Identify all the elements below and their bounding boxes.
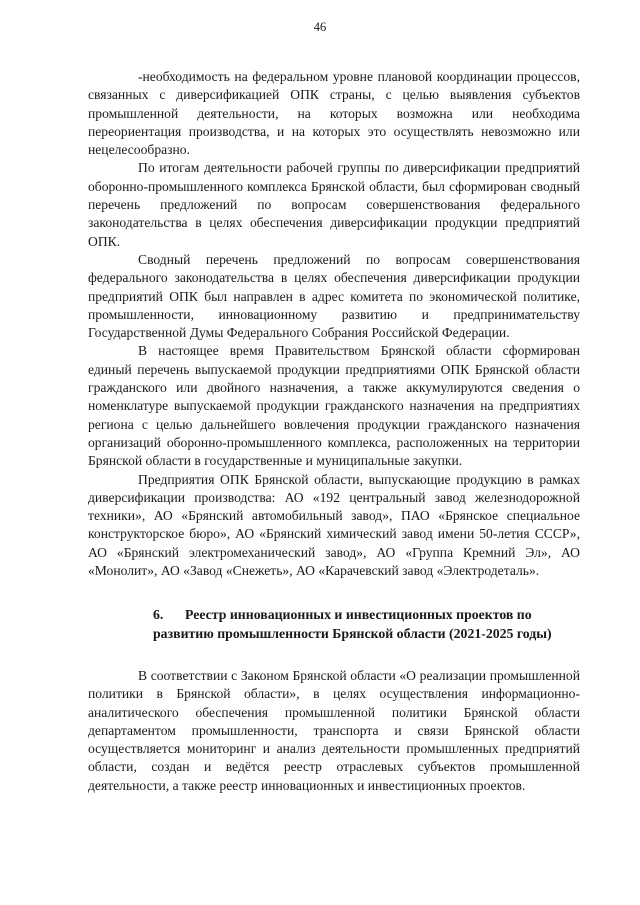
paragraph-summary-list: Сводный перечень предложений по вопросам совершенствования федерального законодательства в целях обеспечения диверсификации продукции предприятий ОПК был направлен в адрес комитета по экономической политике, промышленности, инновационному развитию и предпринимательству Государственной Думы Федерального Собрания Российской Федерации. <box>88 251 580 341</box>
paragraph-unified-list: В настоящее время Правительством Брянской области сформирован единый перечень выпускаемой продукции предприятиями ОПК Брянской области гражданского или двойного назначения, а также аккумулируются сведения о номенклатуре выпускаемой продукции гражданского назначения на предприятиях региона с целью дальнейшего вовлечения продукции гражданского назначения организаций оборонно-промышленного комплекса, расположенных на территории Брянской области в государственные и муниципальные закупки. <box>88 343 580 469</box>
page-number: 46 <box>313 20 327 34</box>
section-number: 6. <box>153 607 164 623</box>
paragraph-working-group: По итогам деятельности рабочей группы по диверсификации предприятий оборонно-промышленного комплекса Брянской области, был сформирован сводный перечень предложений по вопросам совершенствования федерального законодательства в целях обеспечения диверсификации продукции предприятий ОПК. <box>88 160 580 249</box>
section-heading <box>88 606 580 643</box>
paragraph-enterprises: Предприятия ОПК Брянской области, выпускающие продукцию в рамках диверсификации производства: АО «192 центральный завод железнодорожной техники», АО «Брянский автомобильный завод», ПАО «Брянское специальное конструкторское бюро», АО «Брянский химический завод имени 50-летия СССР», АО «Брянский электромеханический завод», АО «Группа Кремний Эл», АО «Монолит», АО «Завод «Снежеть», АО «Карачевский завод «Электродеталь». <box>88 471 580 579</box>
paragraph-registry: В соответствии с Законом Брянской области «О реализации промышленной политики в Брянской области», в целях осуществления информационно-аналитического обеспечения промышленной политики Брянской области департаментом промышленности, транспорта и связи Брянской области осуществляется мониторинг и анализ деятельности промышленных предприятий области, создан и ведётся реестр отраслевых субъектов промышленной деятельности, а также реестр инновационных и инвестиционных проектов. <box>88 667 580 793</box>
document-body <box>88 68 580 795</box>
section-title-line1: Реестр инновационных и инвестиционных проектов по <box>185 607 532 623</box>
section-title-line2: развитию промышленности Брянской области (2021-2025 годы) <box>153 625 552 641</box>
paragraph-coordination: -необходимость на федеральном уровне плановой координации процессов, связанных с диверсификацией ОПК страны, с целью выявления субъектов промышленной деятельности, на которых возможна или необходима переориентация производства, и на которых это осуществлять невозможно или нецелесообразно. <box>88 69 580 158</box>
